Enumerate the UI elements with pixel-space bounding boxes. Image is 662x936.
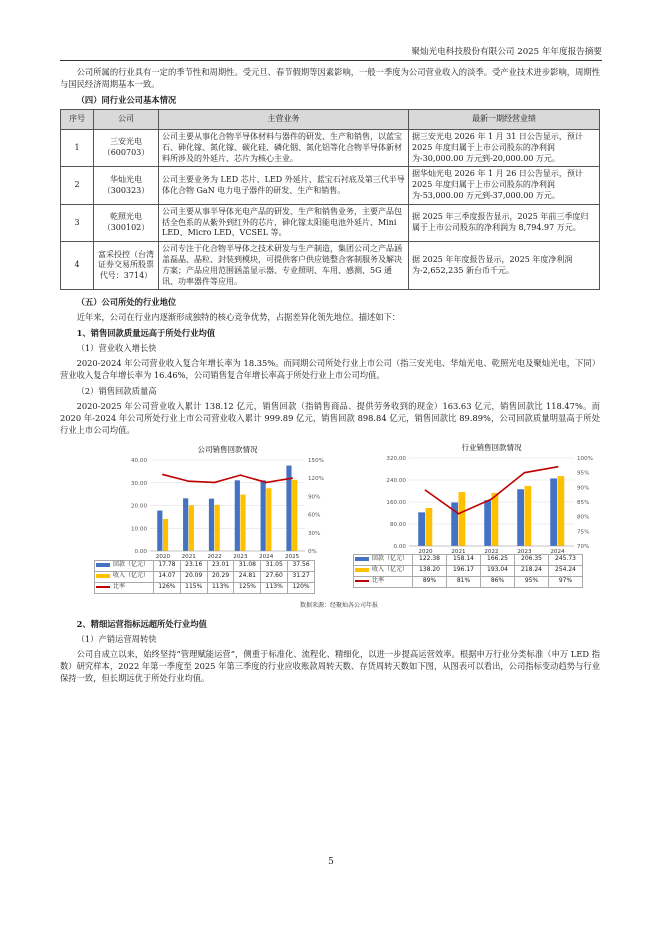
y2-tick-label: 90% — [308, 493, 321, 500]
series-label — [95, 560, 154, 571]
data-value-cell: 86% — [481, 576, 515, 587]
revenue-growth-paragraph: 2020-2024 年公司营业收入复合年增长率为 18.35%。而同期公司所处行业上市公司（指三安光电、华灿光电、乾照光电及聚灿光电，下同）营业收入复合年增长率为 16.46%，公司销售复合年增长率高于所处行业上市公司均值。 — [60, 358, 600, 381]
data-value-cell: 95% — [515, 576, 549, 587]
x-tick-label: 2023 — [233, 553, 248, 560]
legend-swatch-icon — [96, 586, 110, 588]
data-value-cell: 97% — [549, 576, 583, 587]
y-tick-label: 0.00 — [393, 543, 406, 550]
data-value-cell: 113% — [207, 582, 234, 593]
bar-collection — [261, 480, 266, 551]
data-value-cell: 245.73 — [549, 554, 583, 565]
y2-tick-label: 60% — [308, 512, 321, 519]
seasonality-paragraph: 公司所属的行业具有一定的季节性和周期性。受元旦、春节假期等因素影响，一般一季度为公司营业收入的淡季。受产业技术进步影响，周期性与国民经济周期基本一致。 — [60, 67, 600, 90]
body-content — [60, 66, 600, 687]
legend-swatch-icon — [96, 563, 110, 567]
data-value-cell: 23.01 — [207, 560, 234, 571]
table-row — [61, 204, 600, 241]
series-name: 比率 — [113, 583, 126, 591]
x-tick-label: 2021 — [181, 553, 196, 560]
bar-revenue — [215, 504, 220, 550]
col-header-business: 主营业务 — [159, 110, 409, 130]
position-intro-paragraph: 近年来，公司在行业内逐渐形成独特的核心竞争优势，占据差异化领先地位。描述如下： — [76, 312, 401, 323]
cell-company: 三安光电（600703） — [94, 130, 159, 167]
data-value-cell: 206.35 — [515, 554, 549, 565]
y-tick-label: 30.00 — [130, 480, 147, 487]
data-value-cell: 218.24 — [515, 565, 549, 576]
data-value-cell: 126% — [154, 582, 181, 593]
bar-revenue — [240, 494, 245, 550]
cell-company: 华灿光电（300323） — [94, 167, 159, 204]
data-value-cell: 196.17 — [447, 565, 481, 576]
cell-result: 据三安光电 2026 年 1 月 31 日公告显示，预计 2025 年度归属于上市公司股东的净利润为-30,000.00 万元到-20,000.00 万元。 — [409, 130, 600, 167]
bar-revenue — [459, 492, 466, 546]
charts-area — [60, 442, 600, 614]
data-value-cell: 31.08 — [234, 560, 261, 571]
section-5-heading: （五）公司所处的行业地位 — [76, 297, 177, 308]
cell-business: 公司主要业务为 LED 芯片、LED 外延片、蓝宝石衬底及第三代半导体化合物 GaN 电力电子器件的研发、生产和销售。 — [159, 167, 409, 204]
table-row — [61, 242, 600, 290]
series-label — [95, 582, 154, 593]
y-tick-label: 160.00 — [386, 499, 406, 506]
company-collection-chart-svg — [75, 442, 330, 560]
chart-source-note: 数据来源：经聚灿各公司年报 — [300, 601, 379, 609]
cell-business: 公司专注于化合物半导体之技术研发与生产制造，集团公司之产品涵盖磊晶、晶粒、封装到模块，可提供客户供应链整合客制服务及解决方案；产品应用范围涵盖显示器、专业照明、车用、感测、5G 通讯、功率器件等应用。 — [159, 242, 409, 290]
legend-swatch-icon — [355, 557, 369, 561]
table-row — [61, 167, 600, 204]
ratio-point — [265, 481, 267, 483]
y-tick-label: 80.00 — [389, 521, 406, 528]
data-value-cell: 113% — [261, 582, 288, 593]
cell-company: 富采投控（台湾证券交易所股票代号：3714） — [94, 242, 159, 290]
y2-tick-label: 95% — [577, 470, 590, 477]
y2-tick-label: 85% — [577, 499, 590, 506]
ratio-point — [458, 512, 460, 514]
data-table-row — [354, 565, 583, 576]
data-value-cell: 23.16 — [180, 560, 207, 571]
bar-revenue — [266, 488, 271, 551]
cell-no: 2 — [61, 167, 94, 204]
data-value-cell: 20.09 — [180, 571, 207, 582]
x-tick-label: 2022 — [207, 553, 222, 560]
y-tick-label: 0.00 — [134, 548, 147, 555]
data-table-row — [95, 571, 315, 582]
legend-swatch-icon — [96, 574, 110, 578]
data-value-cell: 31.27 — [288, 571, 315, 582]
data-value-cell: 14.07 — [154, 571, 181, 582]
y2-tick-label: 70% — [577, 543, 590, 550]
data-value-cell: 138.20 — [413, 565, 447, 576]
bar-collection — [235, 480, 240, 551]
page-header: 聚灿光电科技股份有限公司 2025 年年度报告摘要 — [60, 46, 602, 61]
company-collection-data-table — [94, 560, 315, 594]
data-value-cell: 158.14 — [447, 554, 481, 565]
cell-no: 4 — [61, 242, 94, 290]
bar-collection — [517, 489, 524, 546]
data-value-cell: 115% — [180, 582, 207, 593]
ratio-point — [291, 477, 293, 479]
y2-tick-label: 150% — [308, 457, 324, 464]
x-tick-label: 2020 — [418, 548, 433, 554]
series-name: 收入（亿元） — [372, 566, 409, 574]
series-label — [354, 576, 413, 587]
series-name: 收入（亿元） — [113, 572, 150, 580]
bar-revenue — [558, 476, 565, 546]
series-label — [95, 571, 154, 582]
ratio-point — [240, 474, 242, 476]
y2-tick-label: 90% — [577, 484, 590, 491]
cell-result: 据 2025 年年度报告显示，2025 年度净利润为-2,652,235 新台币千元。 — [409, 242, 600, 290]
subsection-1-heading: 1、销售回款质量远高于所处行业均值 — [76, 328, 216, 339]
data-value-cell: 254.24 — [549, 565, 583, 576]
y2-tick-label: 80% — [577, 514, 590, 521]
industry-collection-data-table — [353, 554, 583, 588]
data-value-cell: 37.56 — [288, 560, 315, 571]
cell-no: 3 — [61, 204, 94, 241]
y2-tick-label: 120% — [308, 475, 324, 482]
turnover-heading: （1）产销运营周转快 — [76, 633, 157, 644]
series-name: 比率 — [372, 577, 385, 585]
company-collection-chart — [75, 442, 330, 594]
table-row — [61, 130, 600, 167]
ratio-point — [557, 465, 559, 467]
data-value-cell: 89% — [413, 576, 447, 587]
y2-tick-label: 30% — [308, 530, 321, 537]
y2-tick-label: 0% — [308, 548, 317, 555]
x-tick-label: 2023 — [517, 548, 532, 554]
revenue-growth-heading: （1）营业收入增长快 — [76, 343, 157, 354]
y-tick-label: 10.00 — [130, 525, 147, 532]
page-number: 5 — [328, 857, 334, 867]
data-value-cell: 17.78 — [154, 560, 181, 571]
data-table-row — [95, 582, 315, 593]
subsection-2-heading: 2、精细运营指标远超所处行业均值 — [76, 618, 207, 629]
x-tick-label: 2021 — [451, 548, 466, 554]
data-value-cell: 27.60 — [261, 571, 288, 582]
bar-collection — [484, 500, 491, 546]
data-table-row — [354, 554, 583, 565]
series-label — [354, 554, 413, 565]
data-table-row — [95, 560, 315, 571]
y-tick-label: 320.00 — [386, 455, 406, 462]
data-value-cell: 81% — [447, 576, 481, 587]
data-value-cell: 193.04 — [481, 565, 515, 576]
cell-business: 公司主要从事半导体光电产品的研发、生产和销售业务，主要产品包括全色系的从紫外到红外的芯片，砷化镓太阳能电池外延片、Mini LED、Micro LED、VCSEL 等。 — [159, 204, 409, 241]
bar-collection — [183, 498, 188, 551]
x-tick-label: 2024 — [550, 548, 565, 554]
turnover-paragraph: 公司自成立以来，始终坚持“管理赋能运营”，侧重于标准化、流程化、精细化，以进一步提高运营效率。根据申万行业分类标准（申万 LED 指数）研究样本，2022 年第一季度至 2025 年第三季度的行业应收账款周转天数、存货周转天数如下图，从图表可以看出，公司指标变动趋势与行业保持一致，但长期远优于所处行业均值。 — [60, 648, 600, 683]
ratio-line — [163, 474, 292, 482]
series-label — [354, 565, 413, 576]
y2-tick-label: 100% — [577, 455, 593, 462]
peer-company-table — [60, 109, 600, 290]
y-tick-label: 20.00 — [130, 503, 147, 510]
bar-revenue — [189, 505, 194, 551]
ratio-point — [491, 498, 493, 500]
ratio-point — [524, 471, 526, 473]
bar-revenue — [163, 519, 168, 551]
cell-result: 据 2025 年三季度报告显示，2025 年前三季度归属于上市公司股东的净利润为 8,794.97 万元。 — [409, 204, 600, 241]
data-value-cell: 20.29 — [207, 571, 234, 582]
ratio-point — [214, 481, 216, 483]
data-value-cell: 120% — [288, 582, 315, 593]
cell-company: 乾照光电（300102） — [94, 204, 159, 241]
x-tick-label: 2020 — [155, 553, 171, 560]
bar-collection — [157, 510, 162, 550]
legend-swatch-icon — [355, 568, 369, 572]
cell-no: 1 — [61, 130, 94, 167]
x-tick-label: 2025 — [284, 553, 300, 560]
ratio-point — [188, 480, 190, 482]
bar-revenue — [426, 508, 433, 546]
data-value-cell: 31.05 — [261, 560, 288, 571]
y-tick-label: 240.00 — [386, 477, 406, 484]
cell-business: 公司主要从事化合物半导体材料与器件的研发、生产和销售，以蓝宝石、砷化镓、氮化镓、碳化硅、磷化铟、氮化铝等化合物半导体新材料所涉及的外延片、芯片为核心主业。 — [159, 130, 409, 167]
y2-tick-label: 75% — [577, 528, 590, 535]
legend-swatch-icon — [355, 580, 369, 582]
cell-result: 据华灿光电 2026 年 1 月 26 日公告显示，预计 2025 年度归属于上市公司股东的净利润为-53,000.00 万元到-37,000.00 万元。 — [409, 167, 600, 204]
data-table-row — [354, 576, 583, 587]
bar-collection — [209, 498, 214, 550]
table-header-row — [61, 110, 600, 130]
col-header-company: 公司 — [94, 110, 159, 130]
data-value-cell: 122.38 — [413, 554, 447, 565]
collection-quality-heading: （2）销售回款质量高 — [76, 385, 157, 396]
bar-revenue — [525, 486, 532, 546]
bar-collection — [550, 478, 557, 546]
x-tick-label: 2024 — [259, 553, 274, 560]
series-name: 回款（亿元） — [372, 555, 409, 563]
bar-revenue — [492, 492, 499, 545]
series-name: 回款（亿元） — [113, 561, 150, 569]
col-header-no: 序号 — [61, 110, 94, 130]
x-tick-label: 2022 — [484, 548, 499, 554]
industry-collection-chart — [342, 442, 602, 588]
ratio-point — [162, 473, 164, 475]
col-header-result: 最新一期经营业绩 — [409, 110, 600, 130]
data-value-cell: 125% — [234, 582, 261, 593]
collection-quality-paragraph: 2020-2025 年公司营业收入累计 138.12 亿元，销售回款（指销售商品、提供劳务收到的现金）163.63 亿元，销售回款比 118.47%。而 2020 年-2024 年公司所处行业上市公司营业收入累计 999.89 亿元，销售回款 898.84 亿元，销售回款比 89.89%，公司回款质量明显高于所处行业上市公司均值。 — [60, 400, 600, 435]
chart-title: 行业销售回款情况 — [461, 442, 522, 452]
y-tick-label: 40.00 — [130, 457, 147, 464]
ratio-point — [425, 489, 427, 491]
data-value-cell: 24.81 — [234, 571, 261, 582]
industry-collection-chart-svg — [342, 442, 602, 554]
bar-revenue — [292, 479, 297, 550]
section-4-heading: （四）同行业公司基本情况 — [76, 95, 177, 106]
chart-title: 公司销售回款情况 — [197, 444, 258, 454]
data-value-cell: 166.25 — [481, 554, 515, 565]
bar-collection — [418, 512, 425, 546]
